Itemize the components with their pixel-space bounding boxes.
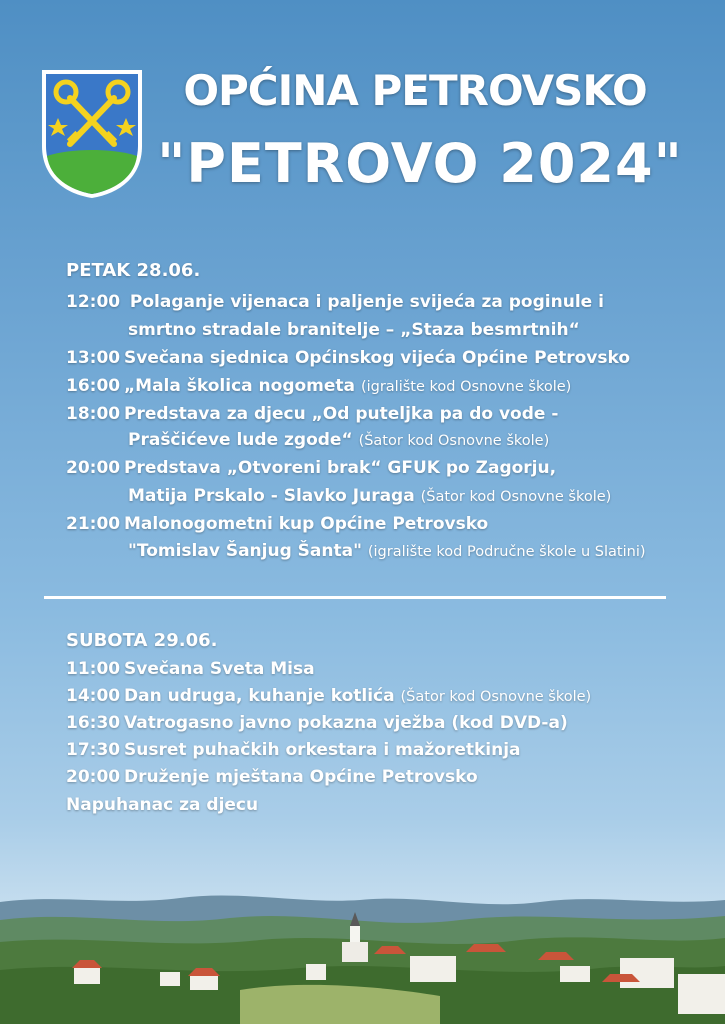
event-row: 20:00 Druženje mještana Općine Petrovsko [66, 767, 478, 787]
village-landscape-image [0, 880, 725, 1024]
section-divider [44, 596, 666, 599]
event-row-extra: Napuhanac za djecu [66, 795, 259, 815]
event-row: 17:30 Susret puhačkih orkestara i mažoretkinja [66, 740, 521, 760]
event-row: 20:00 Predstava „Otvoreni brak“ GFUK po Zagorju, [66, 458, 557, 478]
page-title: OPĆINA PETROVSKO [183, 66, 647, 115]
event-row: 14:00 Dan udruga, kuhanje kotlića (Šator kod Osnovne škole) [66, 686, 592, 706]
event-row-cont: Praščićeve lude zgode“ (Šator kod Osnovne škole) [128, 430, 550, 450]
event-row-cont: smrtno stradale branitelje – „Staza besmrtnih“ [128, 320, 580, 340]
event-row: 11:00 Svečana Sveta Misa [66, 659, 315, 679]
event-row: 21:00 Malonogometni kup Općine Petrovsko [66, 514, 489, 534]
event-row: 16:30 Vatrogasno javno pokazna vježba (kod DVD-a) [66, 713, 568, 733]
event-title: "PETROVO 2024" [157, 132, 683, 195]
event-row: 16:00 „Mala školica nogometa (igralište kod Osnovne škole) [66, 376, 572, 396]
event-row-cont: Matija Prskalo - Slavko Juraga (Šator kod Osnovne škole) [128, 486, 612, 506]
event-row-cont: "Tomislav Šanjug Šanta" (igralište kod Područne škole u Slatini) [128, 541, 646, 561]
day-heading-friday: PETAK 28.06. [66, 260, 201, 281]
event-row: 18:00 Predstava za djecu „Od puteljka pa do vode - [66, 404, 559, 424]
municipality-coat-of-arms [40, 68, 144, 200]
event-row: 13:00 Svečana sjednica Općinskog vijeća Općine Petrovsko [66, 348, 631, 368]
day-heading-saturday: SUBOTA 29.06. [66, 630, 218, 651]
event-row: 12:00 Polaganje vijenaca i paljenje svijeća za poginule i [66, 292, 604, 312]
